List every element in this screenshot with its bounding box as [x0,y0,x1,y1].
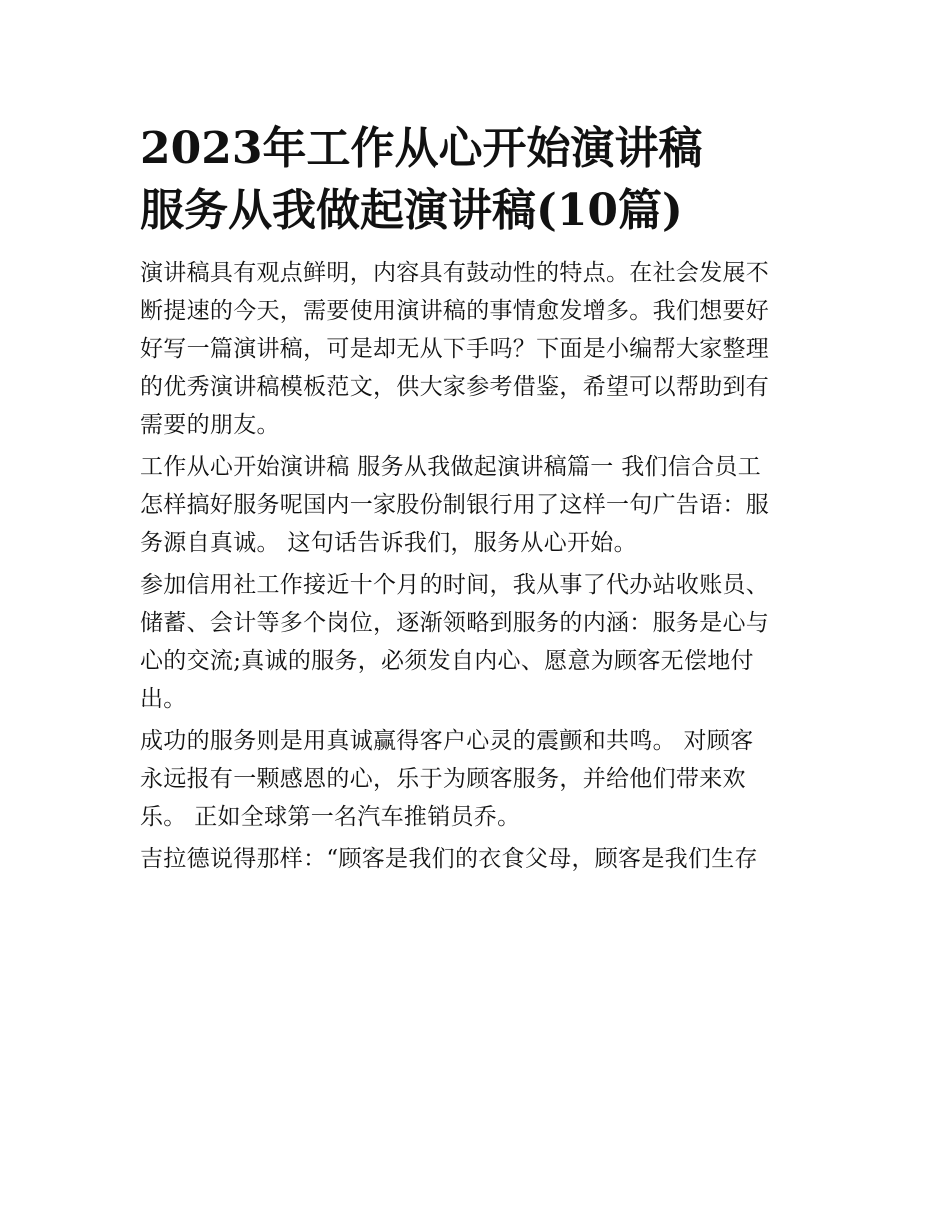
text-line: 需要的朋友。 [140,412,280,438]
text-line: 储蓄、会计等多个岗位，逐渐领略到服务的内涵：服务是心与 [140,610,770,636]
text-line: 乐。 正如全球第一名汽车推销员乔。 [140,804,521,830]
document-title [140,118,812,242]
title-line-2: 服务从我做起演讲稿(10篇) [140,185,683,236]
text-line: 心的交流;真诚的服务，必须发自内心、愿意为顾客无偿地付 [140,648,754,674]
text-line: 成功的服务则是用真诚赢得客户心灵的震颤和共鸣。 对顾客 [140,728,754,754]
text-line: 参加信用社工作接近十个月的时间，我从事了代办站收账员、 [140,572,770,598]
text-line: 出。 [140,686,187,712]
paragraph-speech-1 [140,448,812,562]
text-line: 好写一篇演讲稿，可是却无从下手吗？下面是小编帮大家整理 [140,336,770,362]
text-line: 永远报有一颗感恩的心，乐于为顾客服务，并给他们带来欢 [140,766,746,792]
paragraph-service-meaning [140,566,812,718]
paragraph-girard-quote [140,840,812,878]
text-line: 断提速的今天，需要使用演讲稿的事情愈发增多。我们想要好 [140,298,770,324]
text-line: 务源自真诚。 这句话告诉我们，服务从心开始。 [140,530,637,556]
title-line-1: 2023年工作从心开始演讲稿 [140,123,703,174]
paragraph-successful-service [140,722,812,836]
text-line: 演讲稿具有观点鲜明，内容具有鼓动性的特点。在社会发展不 [140,260,770,286]
paragraph-intro [140,254,812,444]
text-line: 怎样搞好服务呢国内一家股份制银行用了这样一句广告语：服 [140,492,770,518]
text-line: 的优秀演讲稿模板范文，供大家参考借鉴，希望可以帮助到有 [140,374,770,400]
text-line: 工作从心开始演讲稿 服务从我做起演讲稿篇一 我们信合员工 [140,454,762,480]
text-line: 吉拉德说得那样：“顾客是我们的衣食父母，顾客是我们生存 [140,846,758,872]
document-page [140,118,812,878]
